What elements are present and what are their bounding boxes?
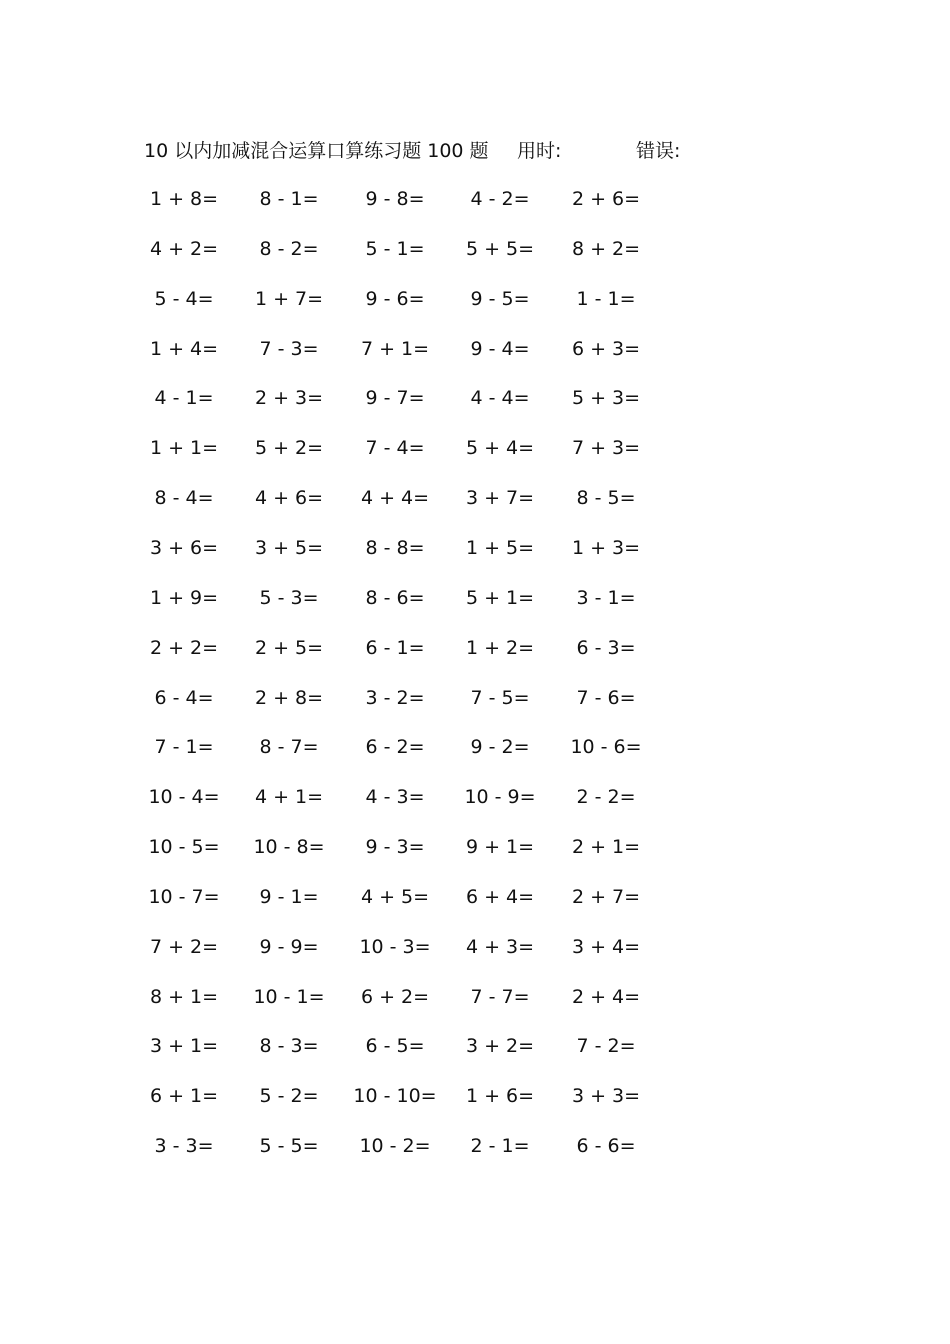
problem-item: 3 - 3= [154, 1135, 214, 1158]
problem-item: 4 + 6= [254, 487, 324, 510]
problem-item: 8 - 7= [259, 736, 319, 759]
problem-item: 6 - 6= [576, 1135, 636, 1158]
problem-item: 2 + 8= [254, 686, 324, 709]
errors-label: 错误: [636, 140, 681, 162]
problem-item: 3 + 1= [149, 1035, 219, 1058]
problem-item: 3 + 2= [465, 1035, 535, 1058]
problem-item: 1 + 1= [149, 437, 219, 460]
problem-item: 4 + 1= [254, 786, 324, 809]
problem-item: 10 - 5= [148, 836, 220, 859]
problem-item: 1 + 8= [149, 188, 219, 210]
problem-item: 9 - 3= [365, 836, 425, 859]
problem-item: 9 + 1= [465, 836, 535, 859]
problem-item: 2 - 2= [576, 786, 636, 809]
problem-item: 7 - 5= [470, 686, 530, 709]
problem-item: 8 - 5= [576, 487, 636, 510]
problem-item: 7 - 7= [470, 985, 530, 1008]
problem-item: 5 - 5= [259, 1135, 319, 1158]
problem-item: 8 + 2= [571, 237, 641, 260]
problem-item: 1 - 1= [576, 287, 636, 310]
problem-item: 6 - 3= [576, 636, 636, 659]
problem-item: 7 + 3= [571, 437, 641, 460]
problem-item: 4 + 2= [149, 237, 219, 260]
problem-item: 6 - 5= [365, 1035, 425, 1058]
problem-item: 4 - 4= [470, 387, 530, 410]
problem-item: 9 - 9= [259, 935, 319, 958]
problem-item: 8 + 1= [149, 985, 219, 1008]
problem-item: 6 - 2= [365, 736, 425, 759]
problem-item: 5 - 4= [154, 287, 214, 310]
problem-item: 4 - 2= [470, 188, 530, 210]
problem-item: 1 + 5= [465, 536, 535, 559]
problem-item: 9 - 6= [365, 287, 425, 310]
problem-item: 8 - 8= [365, 536, 425, 559]
problem-item: 2 + 5= [254, 636, 324, 659]
problem-item: 3 + 5= [254, 536, 324, 559]
problem-item: 7 - 2= [576, 1035, 636, 1058]
problem-item: 2 + 1= [571, 836, 641, 859]
problem-item: 1 + 4= [149, 337, 219, 360]
problem-item: 2 - 1= [470, 1135, 530, 1158]
problem-item: 10 - 2= [359, 1135, 431, 1158]
problem-item: 3 + 6= [149, 536, 219, 559]
problem-item: 10 - 4= [148, 786, 220, 809]
problem-item: 1 + 7= [254, 287, 324, 310]
problem-item: 8 - 6= [365, 586, 425, 609]
problem-item: 7 + 2= [149, 935, 219, 958]
problem-item: 2 + 4= [571, 985, 641, 1008]
problem-item: 5 - 3= [259, 586, 319, 609]
problem-item: 10 - 8= [253, 836, 325, 859]
problem-item: 3 - 1= [576, 586, 636, 609]
problem-item: 1 + 9= [149, 586, 219, 609]
worksheet-title: 10 以内加减混合运算口算练习题 100 题 [144, 140, 489, 162]
problem-item: 3 + 7= [465, 487, 535, 510]
problem-item: 3 - 2= [365, 686, 425, 709]
problem-item: 6 + 1= [149, 1085, 219, 1108]
problem-item: 4 + 4= [360, 487, 430, 510]
problem-item: 9 - 5= [470, 287, 530, 310]
problem-item: 9 - 7= [365, 387, 425, 410]
problem-item: 10 - 7= [148, 885, 220, 908]
problem-item: 6 - 4= [154, 686, 214, 709]
problem-item: 5 + 3= [571, 387, 641, 410]
problem-item: 9 - 2= [470, 736, 530, 759]
problem-item: 4 - 3= [365, 786, 425, 809]
problem-item: 8 - 4= [154, 487, 214, 510]
problem-item: 10 - 9= [464, 786, 536, 809]
problem-item: 9 - 8= [365, 188, 425, 210]
problem-item: 6 + 2= [360, 985, 430, 1008]
problem-item: 2 + 6= [571, 188, 641, 210]
problem-item: 5 - 2= [259, 1085, 319, 1108]
problem-item: 1 + 3= [571, 536, 641, 559]
problem-item: 9 - 1= [259, 885, 319, 908]
problem-item: 9 - 4= [470, 337, 530, 360]
problem-item: 5 + 5= [465, 237, 535, 260]
problem-item: 10 - 3= [359, 935, 431, 958]
problem-item: 8 - 1= [259, 188, 319, 210]
problem-item: 3 + 4= [571, 935, 641, 958]
problem-item: 2 + 3= [254, 387, 324, 410]
problem-item: 8 - 3= [259, 1035, 319, 1058]
problem-item: 4 + 5= [360, 885, 430, 908]
problem-item: 7 - 6= [576, 686, 636, 709]
problem-item: 5 + 2= [254, 437, 324, 460]
problem-item: 7 + 1= [360, 337, 430, 360]
problem-item: 10 - 10= [353, 1085, 437, 1108]
problem-item: 1 + 2= [465, 636, 535, 659]
problem-item: 2 + 2= [149, 636, 219, 659]
problem-item: 10 - 1= [253, 985, 325, 1008]
problem-item: 4 + 3= [465, 935, 535, 958]
problem-item: 3 + 3= [571, 1085, 641, 1108]
problem-item: 5 + 4= [465, 437, 535, 460]
problem-item: 2 + 7= [571, 885, 641, 908]
problem-item: 5 - 1= [365, 237, 425, 260]
problem-item: 7 - 1= [154, 736, 214, 759]
problem-item: 7 - 4= [365, 437, 425, 460]
problem-item: 7 - 3= [259, 337, 319, 360]
problem-item: 5 + 1= [465, 586, 535, 609]
problem-item: 4 - 1= [154, 387, 214, 410]
problem-item: 6 - 1= [365, 636, 425, 659]
problem-item: 8 - 2= [259, 237, 319, 260]
problem-item: 10 - 6= [570, 736, 642, 759]
problem-item: 6 + 3= [571, 337, 641, 360]
time-used-label: 用时: [517, 140, 562, 162]
problem-item: 6 + 4= [465, 885, 535, 908]
problem-item: 1 + 6= [465, 1085, 535, 1108]
